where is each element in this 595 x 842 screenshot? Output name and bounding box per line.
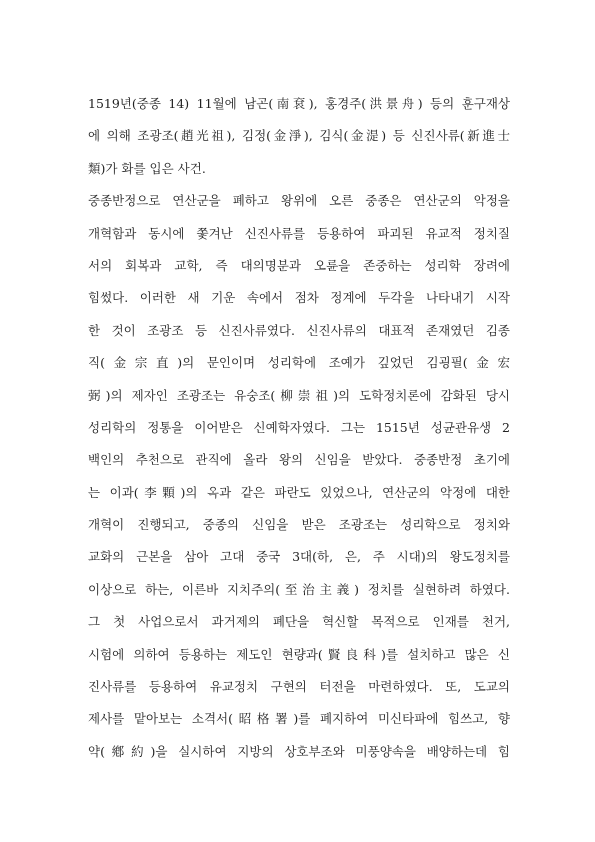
paragraph-2 — [88, 191, 510, 774]
text-line: 중종반정으로 연산군을 폐하고 왕위에 오른 중종은 연산군의 악정을 — [88, 193, 510, 209]
text-line: 그 첫 사업으로서 과거제의 폐단을 혁신할 목적으로 인재를 천거, — [88, 614, 510, 630]
text-line: 직(金宗直)의 문인이며 성리학에 조예가 깊었던 김굉필(金宏 — [88, 355, 510, 371]
text-line: 는 이과(李顆)의 옥과 같은 파란도 있었으나, 연산군의 악정에 대한 — [88, 484, 510, 500]
text-line: 개혁함과 동시에 쫓겨난 신진사류를 등용하여 파괴된 유교적 정치질 — [88, 225, 510, 241]
text-line: 성리학의 정통을 이어받은 신예학자였다. 그는 1515년 성균관유생 2 — [88, 419, 510, 435]
text-line: 類)가 화를 입은 사건. — [88, 160, 206, 176]
text-line: 개혁이 진행되고, 중종의 신임을 받은 조광조는 성리학으로 정치와 — [88, 517, 510, 533]
text-line: 제사를 맡아보는 소격서(昭格署)를 폐지하여 미신타파에 힘쓰고, 향 — [88, 711, 510, 727]
text-line: 서의 회복과 교학, 즉 대의명분과 오륜을 존중하는 성리학 장려에 — [88, 257, 510, 273]
text-line: 교화의 근본을 삼아 고대 중국 3대(하, 은, 주 시대)의 왕도정치를 — [88, 549, 510, 565]
paragraph-1 — [88, 94, 510, 191]
text-line: 진사류를 등용하여 유교정치 구현의 터전을 마련하였다. 또, 도교의 — [88, 679, 510, 695]
text-line: 힘썼다. 이러한 새 기운 속에서 점차 정계에 두각을 나타내기 시작 — [88, 290, 510, 306]
text-line: 에 의해 조광조(趙光祖), 김정(金淨), 김식(金湜) 등 신진사류(新進士 — [88, 128, 510, 144]
text-line: 시험에 의하여 등용하는 제도인 현량과(賢良科)를 설치하고 많은 신 — [88, 646, 510, 662]
body-text — [88, 94, 510, 774]
text-line: 弼)의 제자인 조광조는 유숭조(柳崇祖)의 도학정치론에 감화된 당시 — [88, 387, 510, 403]
text-line: 한 것이 조광조 등 신진사류였다. 신진사류의 대표적 존재였던 김종 — [88, 322, 510, 338]
text-line: 이상으로 하는, 이른바 지치주의(至治主義) 정치를 실현하려 하였다. — [88, 581, 510, 597]
text-line: 백인의 추천으로 관직에 올라 왕의 신임을 받았다. 중종반정 초기에 — [88, 452, 510, 468]
text-line: 약(鄕約)을 실시하여 지방의 상호부조와 미풍양속을 배양하는데 힘 — [88, 743, 510, 759]
text-line: 1519년(중종 14) 11월에 남곤(南袞), 홍경주(洪景舟) 등의 훈구재상 — [88, 96, 510, 111]
